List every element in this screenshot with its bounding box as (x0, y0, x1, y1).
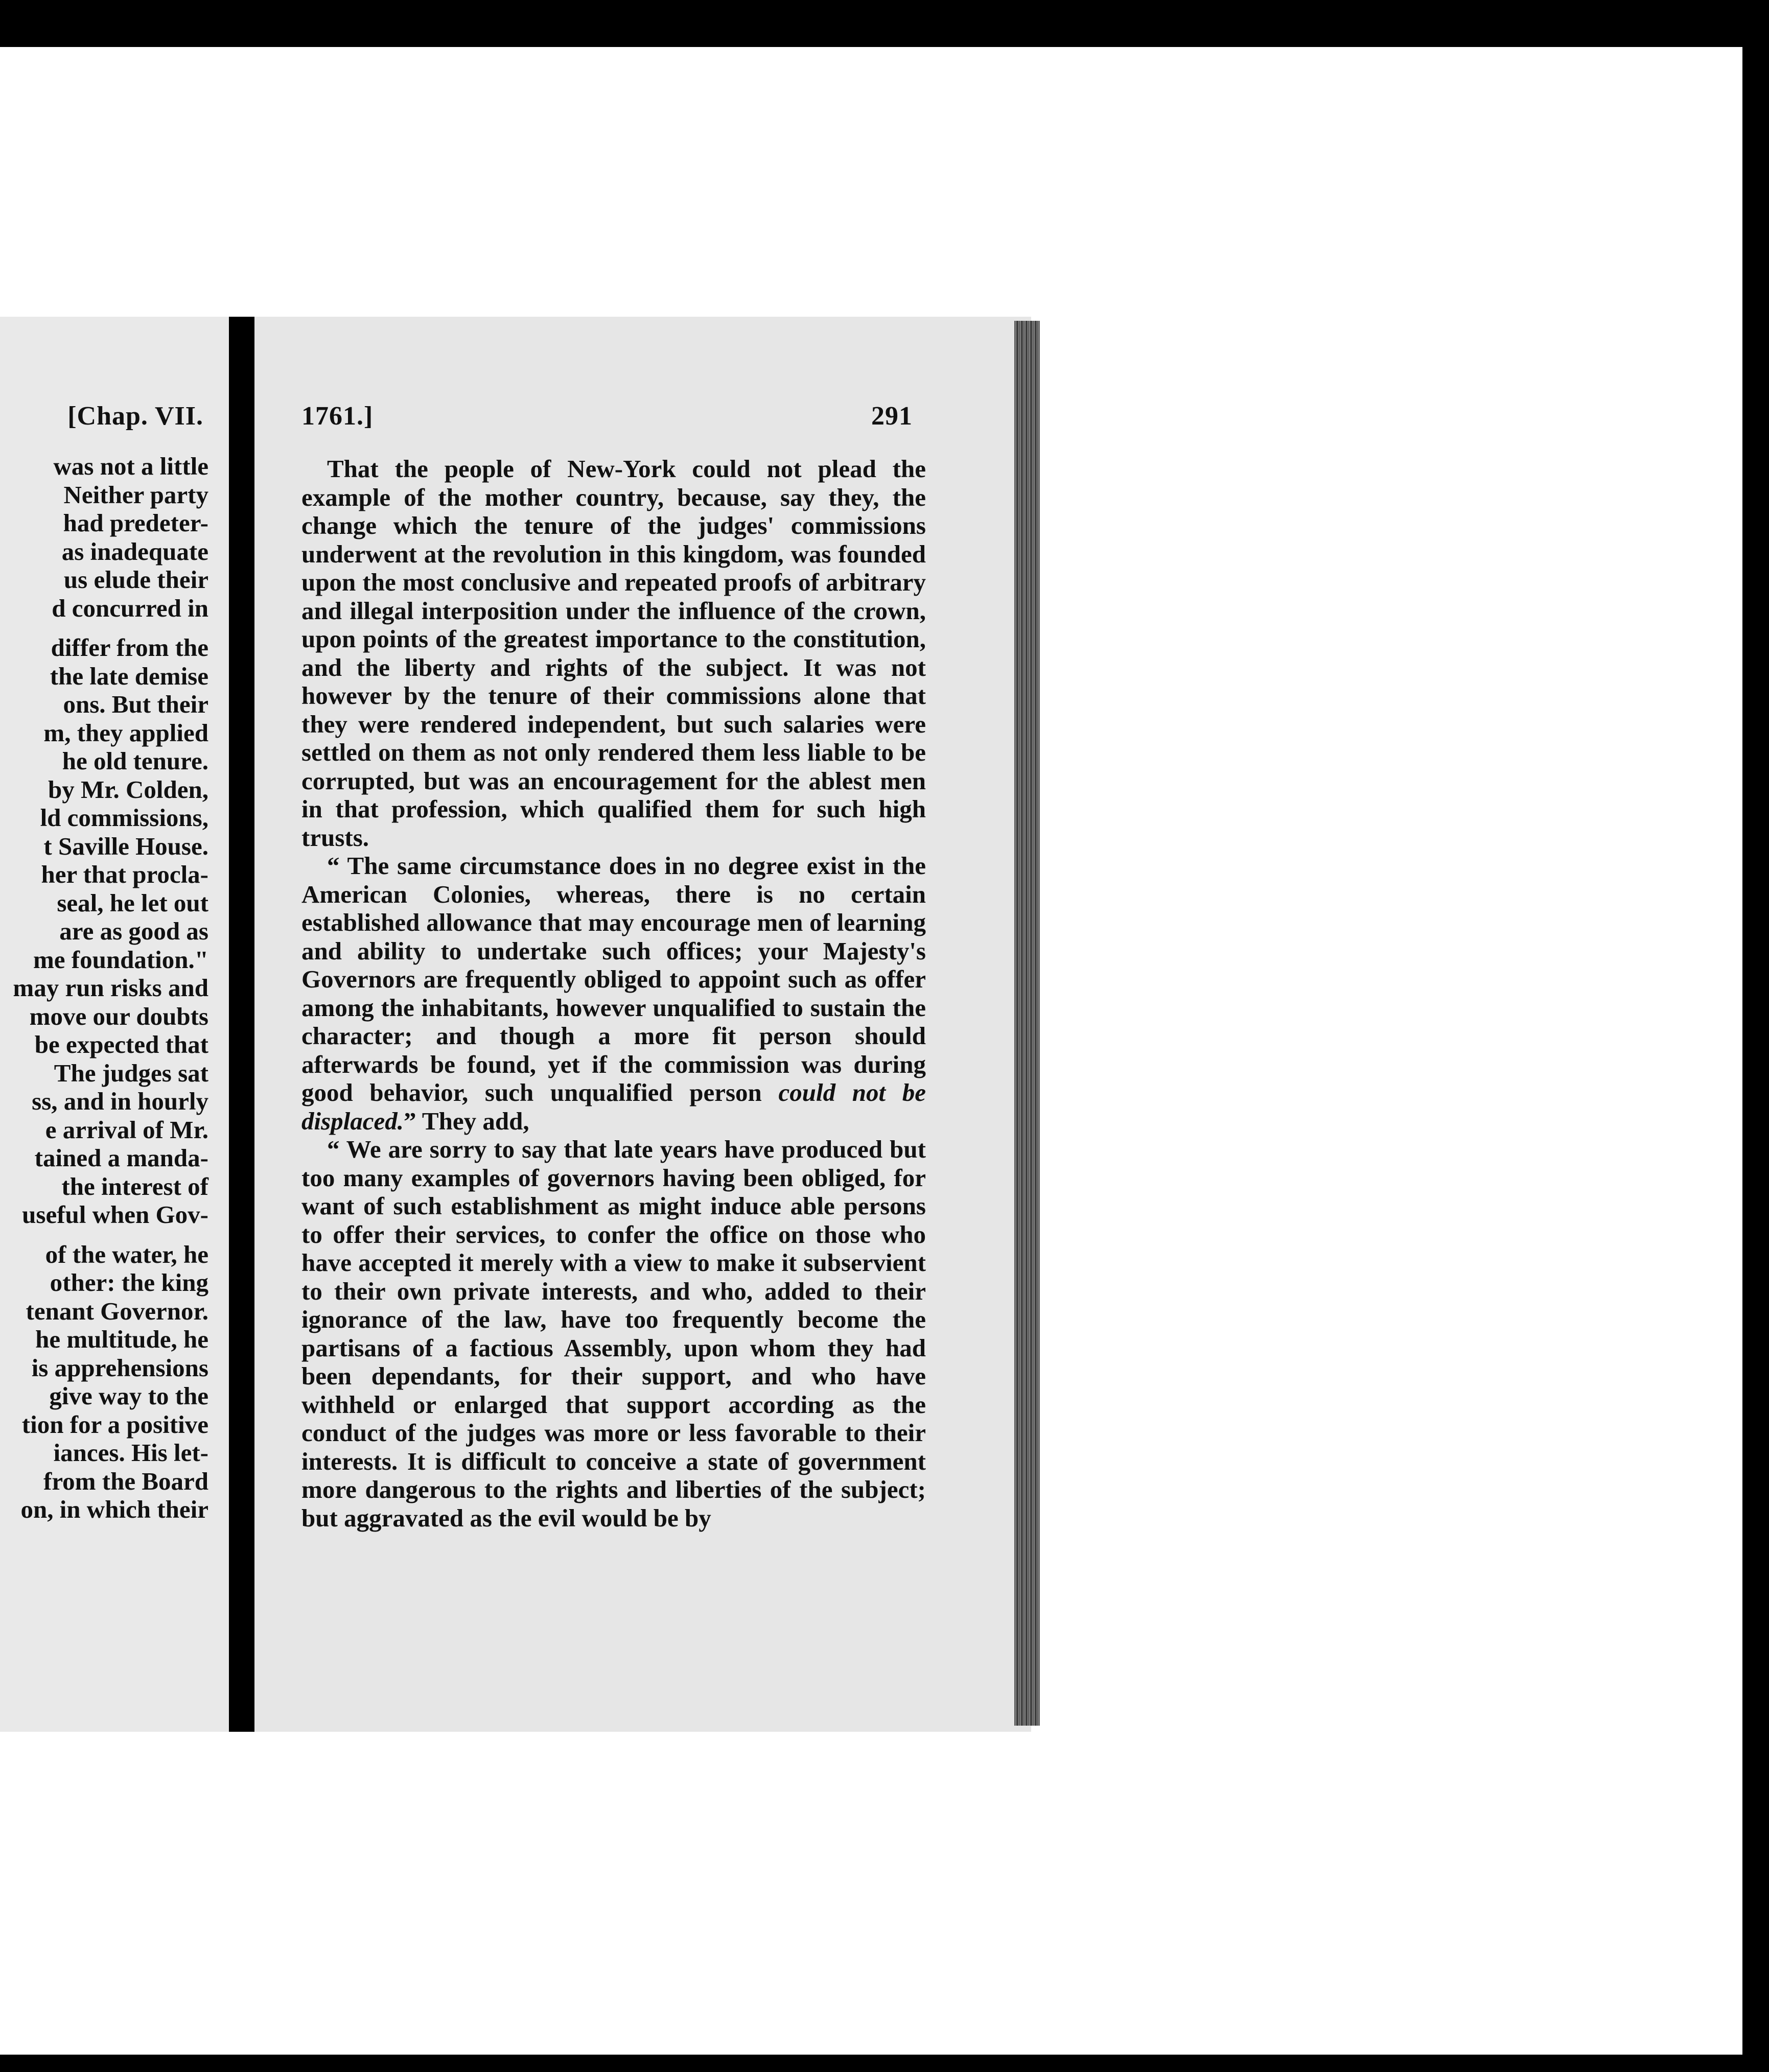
text-line: me foundation." (33, 945, 208, 974)
text-line (0, 622, 208, 633)
text-line: d concurred in (52, 594, 208, 622)
text-line: m, they applied (43, 718, 208, 747)
text-line: her that procla- (41, 860, 208, 888)
text-line: iances. His let- (53, 1439, 208, 1467)
text-line: he old tenure. (62, 747, 208, 775)
text-line: tenant Governor. (26, 1297, 208, 1325)
scan-border-bottom (0, 2057, 1769, 2072)
text-line: had predeter- (63, 509, 208, 537)
text-line: the interest of (61, 1172, 208, 1200)
paragraph: “ We are sorry to say that late years have produced but too many examples of governors having been obliged, for want of such establishment as might induce able persons to offer their services, to confer the office on those who have accepted it merely with a view to make it subservient to their own private interests, and who, added to their ignorance of the law, have too frequently become the partisans of a factious Assembly, upon whom they had been dependants, for their support, and who have withheld or enlarged that support according as the conduct of the judges was more or less favorable to their interests. It is difficult to conceive a state of government more dangerous to the rights and liberties of the subject; but aggravated as the evil would be by (301, 1135, 926, 1532)
text-line: e arrival of Mr. (45, 1115, 208, 1144)
right-running-head: 1761.] (301, 402, 374, 431)
text-line (0, 1229, 208, 1240)
text-line: on, in which their (20, 1495, 208, 1523)
text-line: seal, he let out (57, 888, 208, 917)
text-line: us elude their (63, 566, 208, 594)
text-line: other: the king (50, 1268, 208, 1297)
text-line: ld commissions, (40, 804, 208, 832)
paragraph-text: ” They add, (404, 1106, 529, 1135)
italic-phrase: could not be displaced. (301, 1078, 926, 1135)
scan-border-right (1742, 41, 1769, 2059)
text-line: are as good as (59, 917, 208, 945)
text-line: tion for a positive (21, 1410, 208, 1439)
text-line: may run risks and (13, 974, 208, 1002)
left-page (0, 317, 229, 1732)
left-running-head: [Chap. VII. (67, 402, 203, 431)
page-number: 291 (871, 402, 913, 431)
text-line: ss, and in hourly (32, 1087, 208, 1115)
paragraph-text: “ The same circumstance does in no degree exist in the American Colonies, whereas, there is no certain established allowance that may encourage men of learning and ability to undertake such offices; your Majesty's Governors are frequently obliged to appoint such as offer among the inhabitants, however unqualified to sustain the character; and though a more fit person should afterwards be found, yet if the commission was during good behavior, such unqualified person (301, 852, 926, 1106)
text-line: the late demise (50, 662, 208, 690)
text-line: useful when Gov- (22, 1200, 208, 1229)
right-page-text (301, 455, 926, 1532)
text-line: he multitude, he (35, 1325, 208, 1353)
text-line: from the Board (43, 1467, 208, 1495)
text-line: The judges sat (54, 1058, 208, 1087)
text-line: as inadequate (61, 537, 208, 566)
text-line: be expected that (34, 1030, 208, 1058)
left-page-text (0, 452, 208, 1524)
book-spine (229, 317, 254, 1732)
text-line: by Mr. Colden, (48, 775, 208, 804)
text-line: ons. But their (63, 690, 208, 718)
text-line: tained a manda- (34, 1144, 208, 1172)
paragraph (301, 852, 926, 1135)
text-line: give way to the (49, 1382, 208, 1410)
text-line: t Saville House. (43, 832, 208, 860)
text-line: is apprehensions (31, 1353, 208, 1382)
text-line: of the water, he (45, 1240, 208, 1268)
paragraph: That the people of New-York could not plead the example of the mother country, because, say they, the change which the tenure of the judges' commissions underwent at the revolution in this kingdom, was founded upon the most conclusive and repeated proofs of arbitrary and illegal interposition under the influence of the crown, upon points of the greatest importance to the constitution, and the liberty and rights of the subject. It was not however by the tenure of their commissions alone that they were rendered independent, but such salaries were settled on them as not only rendered them less liable to be corrupted, but was an encouragement for the ablest men in that profession, which qualified them for such high trusts. (301, 455, 926, 852)
text-line: differ from the (51, 633, 208, 662)
text-line: Neither party (63, 480, 208, 509)
text-line: move our doubts (29, 1002, 208, 1030)
right-page (254, 317, 1031, 1732)
scan-border-top (0, 0, 1769, 47)
text-line: was not a little (53, 452, 208, 480)
page-fore-edge (1014, 321, 1040, 1726)
